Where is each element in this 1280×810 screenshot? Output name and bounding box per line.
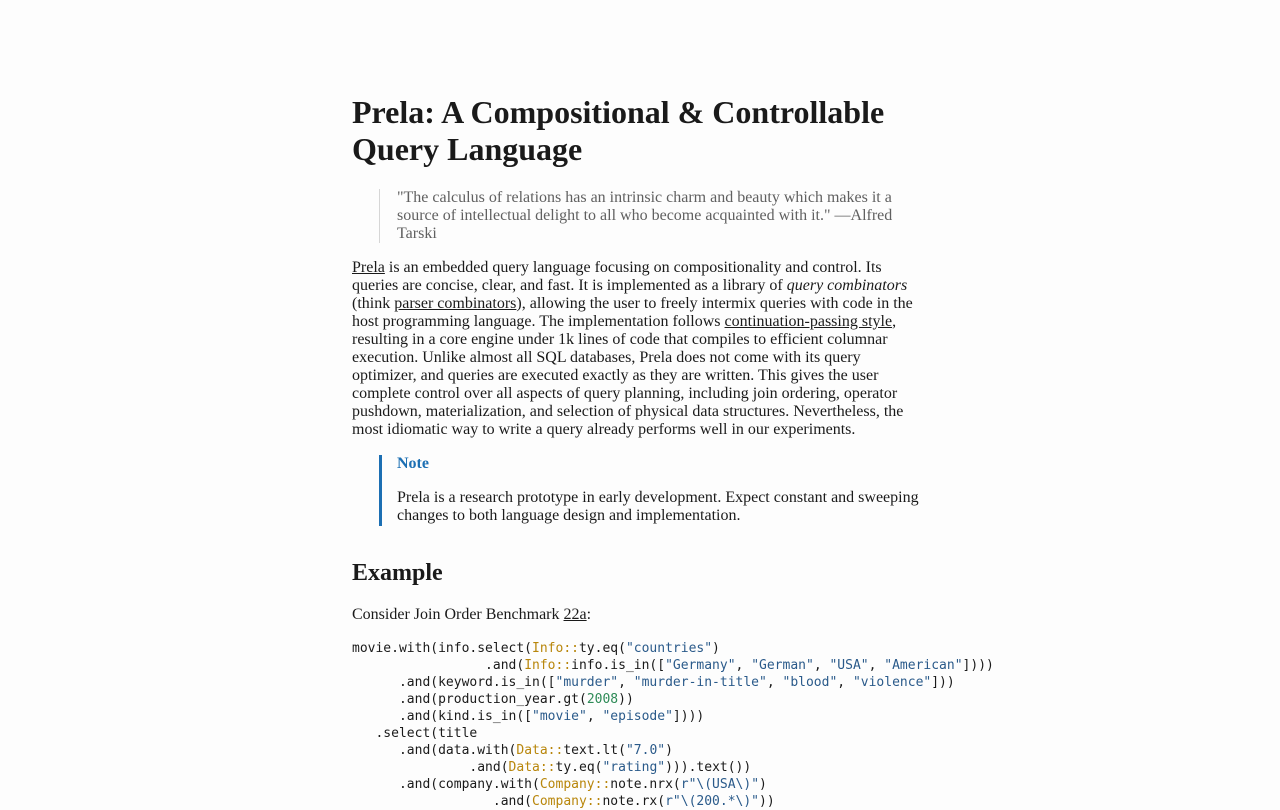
- code-block[interactable]: [352, 640, 994, 810]
- code-token: ]))): [672, 709, 705, 724]
- code-token: "movie": [532, 709, 587, 724]
- code-line: [352, 794, 775, 809]
- code-token: .and(production_year.gt(: [352, 692, 587, 707]
- code-token: "Germany": [665, 658, 736, 673]
- parser-combinators-link[interactable]: parser combinators: [394, 295, 517, 312]
- code-line: [352, 675, 955, 690]
- code-token: .select(title: [352, 726, 478, 741]
- code-token: "7.0": [625, 743, 666, 758]
- tarski-quote: "The calculus of relations has an intrinsic charm and beauty which makes it a source of intellectual delight to all who become acquainted with it." —Alfred Tarski: [379, 189, 927, 243]
- code-token: note.rx(: [602, 794, 666, 809]
- code-token: ))).text()): [665, 760, 752, 775]
- code-token: ,: [837, 675, 853, 690]
- page-title: Prela: A Compositional & Controllable Query Language: [352, 94, 885, 167]
- intro-text-4: , resulting in a core engine under 1k lines of code that compiles to efficient columnar execution. Unlike almost all SQL databases, Prela does not come with its query optimizer, and queries are executed exactly as they are written. This gives the user complete control over all aspects of query planning, including join ordering, operator pushdown, materialization, and selection of physical data structures. Nevertheless, the most idiomatic way to write a query already performs well in our experiments.: [352, 313, 904, 438]
- consider-paragraph: [352, 606, 591, 624]
- code-token: ,: [618, 675, 634, 690]
- code-line: [352, 641, 720, 656]
- example-heading: Example: [352, 560, 443, 586]
- continuation-passing-style-link[interactable]: continuation-passing style: [724, 313, 893, 330]
- code-token: Company::: [539, 777, 611, 792]
- code-token: "blood": [782, 675, 838, 690]
- consider-text: Consider Join Order Benchmark: [352, 606, 564, 623]
- note-title: Note: [397, 455, 429, 472]
- code-token: )): [759, 794, 775, 809]
- code-line: [352, 760, 751, 775]
- consider-suffix: :: [586, 606, 592, 623]
- intro-text-3: ), allowing the user to freely intermix queries with code in the host programming language. The implementation follows: [352, 295, 913, 330]
- code-line: [352, 743, 673, 758]
- code-line: [352, 777, 767, 792]
- intro-emphasis: query combinators: [786, 277, 908, 294]
- note-admonition: [379, 455, 947, 526]
- code-token: .and(keyword.is_in([: [352, 675, 556, 690]
- code-token: "German": [751, 658, 814, 673]
- code-token: movie.with(info.select(: [352, 641, 533, 656]
- code-token: .and(data.with(: [352, 743, 517, 758]
- code-token: note.nrx(: [610, 777, 681, 792]
- code-token: "violence": [852, 675, 932, 690]
- intro-text-1: is an embedded query language focusing on compositionality and control. Its queries are concise, clear, and fast. It is implemented as a library of: [352, 259, 882, 294]
- code-token: ]))): [962, 658, 994, 673]
- code-token: "rating": [602, 760, 666, 775]
- code-token: ): [712, 641, 720, 656]
- code-token: ,: [586, 709, 603, 724]
- code-token: ty.eq(: [555, 760, 603, 775]
- code-token: "murder": [555, 675, 619, 690]
- code-token: "American": [884, 658, 963, 673]
- code-token: info.is_in([: [571, 658, 666, 673]
- code-token: .and(: [352, 794, 533, 809]
- note-body: Prela is a research prototype in early development. Expect constant and sweeping changes to both language design and implementation.: [397, 489, 919, 524]
- code-token: Info::: [532, 641, 579, 656]
- code-token: .and(company.with(: [352, 777, 540, 792]
- code-line: [352, 692, 634, 707]
- code-token: r"\(200.*\)": [665, 794, 760, 809]
- code-token: Company::: [532, 794, 603, 809]
- code-token: text.lt(: [563, 743, 626, 758]
- code-line: [352, 726, 477, 741]
- code-token: Data::: [508, 760, 556, 775]
- code-token: 2008: [586, 692, 619, 707]
- code-token: Data::: [516, 743, 564, 758]
- jo-benchmark-22a-link[interactable]: 22a: [563, 606, 587, 623]
- code-token: "episode": [602, 709, 673, 724]
- code-token: ): [665, 743, 673, 758]
- code-token: ,: [813, 658, 830, 673]
- code-token: Info::: [524, 658, 572, 673]
- code-token: ,: [735, 658, 752, 673]
- code-token: ])): [931, 675, 955, 690]
- code-line: [352, 658, 994, 673]
- code-token: "USA": [829, 658, 869, 673]
- code-token: .and(kind.is_in([: [352, 709, 533, 724]
- intro-paragraph: [352, 259, 928, 439]
- code-token: ,: [766, 675, 783, 690]
- intro-text-2: (think: [352, 295, 391, 312]
- code-token: ,: [868, 658, 885, 673]
- code-token: "countries": [625, 641, 713, 656]
- code-token: ty.eq(: [578, 641, 626, 656]
- prela-link[interactable]: Prela: [352, 259, 385, 276]
- code-token: .and(: [352, 658, 525, 673]
- code-token: r"\(USA\)": [680, 777, 760, 792]
- code-token: "murder-in-title": [633, 675, 767, 690]
- code-line: [352, 709, 704, 724]
- code-token: .and(: [352, 760, 509, 775]
- code-token: )): [618, 692, 634, 707]
- code-token: ): [759, 777, 767, 792]
